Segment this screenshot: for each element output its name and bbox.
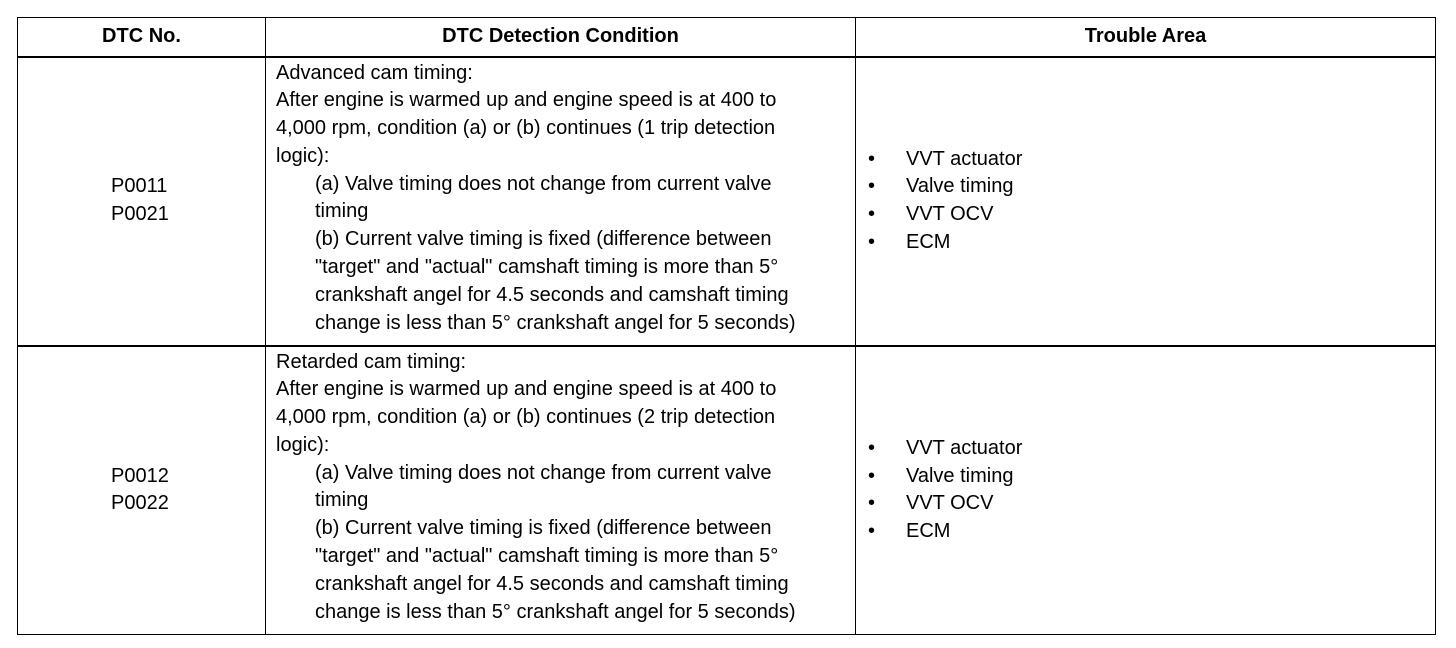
list-item: • VVT OCV (868, 490, 1435, 518)
condition-sub-b: (b) Current valve timing is fixed (difference between (315, 517, 772, 540)
trouble-area-list (868, 435, 1435, 545)
header-detection-condition: DTC Detection Condition (266, 18, 856, 57)
trouble-area-list (868, 146, 1435, 256)
condition-sub-a: (a) Valve timing does not change from current valve (315, 461, 772, 484)
condition-title: Advanced cam timing: (276, 61, 473, 84)
condition-sub-b: change is less than 5° crankshaft angel for 5 seconds) (315, 311, 796, 334)
bullet-icon: • (868, 147, 876, 170)
condition-sub-b: (b) Current valve timing is fixed (difference between (315, 228, 772, 251)
trouble-area-cell (856, 346, 1436, 635)
detection-condition-cell (266, 346, 856, 635)
condition-sub-b: change is less than 5° crankshaft angel for 5 seconds) (315, 600, 796, 623)
dtc-code-cell (18, 346, 266, 635)
header-trouble-area: Trouble Area (856, 18, 1436, 57)
list-item: • Valve timing (868, 463, 1435, 491)
list-item: • ECM (868, 229, 1435, 257)
dtc-code-cell (18, 57, 266, 346)
condition-text: logic): (276, 433, 330, 456)
dtc-code: P0022 (111, 492, 169, 515)
condition-sub-a: timing (315, 489, 369, 512)
condition-sub-b: "target" and "actual" camshaft timing is more than 5° (315, 545, 779, 568)
list-item: • VVT OCV (868, 201, 1435, 229)
table-row (18, 57, 1436, 346)
condition-text: 4,000 rpm, condition (a) or (b) continues (2 trip detection (276, 406, 776, 429)
condition-sub-b: crankshaft angel for 4.5 seconds and camshaft timing (315, 283, 789, 306)
condition-sub-b: crankshaft angel for 4.5 seconds and camshaft timing (315, 572, 789, 595)
trouble-area-cell (856, 57, 1436, 346)
bullet-icon: • (868, 492, 876, 515)
condition-sub-a: timing (315, 200, 369, 223)
dtc-code: P0011 (111, 175, 168, 198)
bullet-icon: • (868, 230, 876, 253)
condition-sub-b: "target" and "actual" camshaft timing is more than 5° (315, 256, 779, 279)
bullet-icon: • (868, 464, 876, 487)
condition-text: 4,000 rpm, condition (a) or (b) continues (1 trip detection (276, 117, 776, 140)
bullet-icon: • (868, 175, 876, 198)
detection-condition-cell (266, 57, 856, 346)
condition-sub-a: (a) Valve timing does not change from current valve (315, 172, 772, 195)
bullet-icon: • (868, 437, 876, 460)
dtc-code: P0021 (111, 203, 169, 225)
dtc-table (17, 17, 1436, 635)
bullet-icon: • (868, 519, 876, 542)
condition-text: After engine is warmed up and engine speed is at 400 to (276, 378, 777, 401)
header-dtc-no: DTC No. (18, 18, 266, 57)
list-item: • Valve timing (868, 173, 1435, 201)
condition-text: After engine is warmed up and engine speed is at 400 to (276, 89, 777, 112)
header-row (18, 18, 1436, 57)
dtc-code: P0012 (111, 464, 169, 487)
list-item: • VVT actuator (868, 435, 1435, 463)
list-item: • ECM (868, 518, 1435, 546)
bullet-icon: • (868, 203, 876, 225)
condition-text: logic): (276, 144, 330, 167)
table-row (18, 346, 1436, 635)
list-item: • VVT actuator (868, 146, 1435, 174)
condition-title: Retarded cam timing: (276, 350, 467, 373)
